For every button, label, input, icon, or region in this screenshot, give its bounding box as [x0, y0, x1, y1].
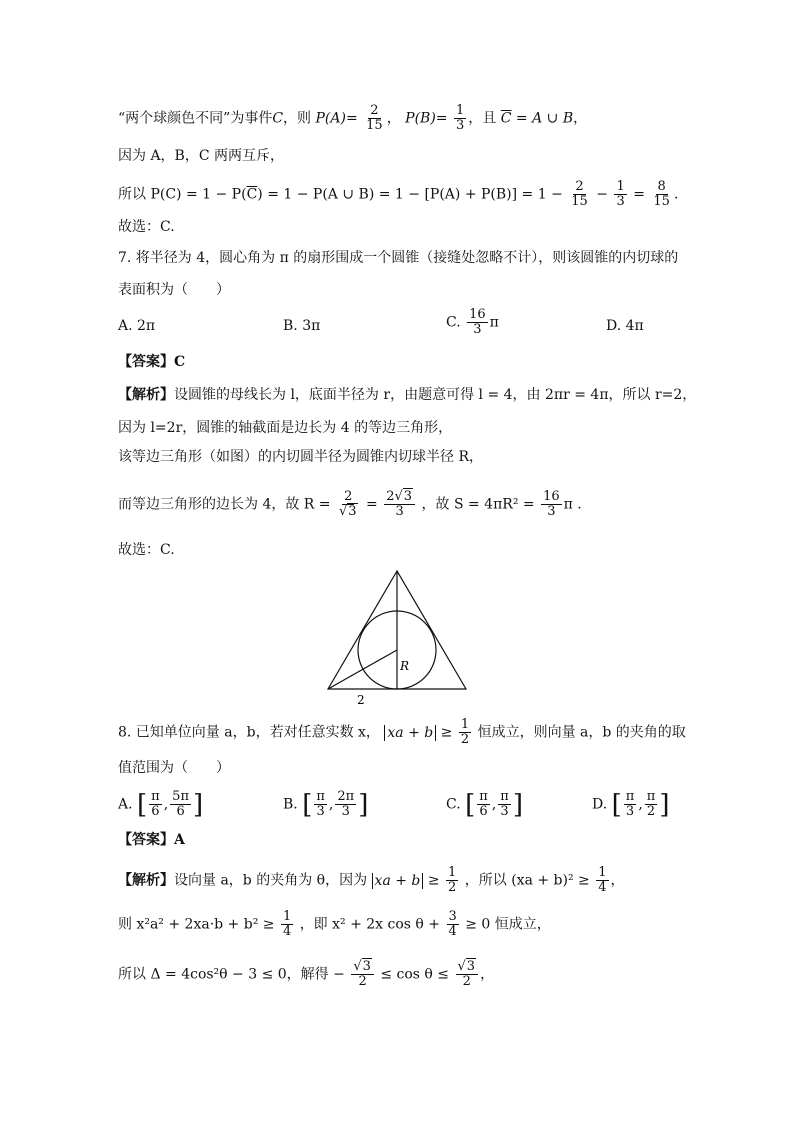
q8-explanation-2: 则 x²a² + 2xa·b + b² ≥ $\frac{1}{4}$ ，即 x² + 2x cos θ + $\frac{3}{4}$ ≥ 0 恒成立， — [118, 909, 551, 939]
q7-option-c: C. $\frac{16}{3}$ π — [446, 307, 499, 337]
radius-segment — [328, 650, 397, 689]
fraction: $\frac{8}{15}$ — [653, 179, 670, 209]
fraction: $\frac{16}{3}$ — [543, 489, 560, 519]
q7-answer: 【答案】C — [118, 354, 186, 370]
prev-line-3: 所以 $P(C) = 1 - P(\overline{C}) = 1 - P(A$ ∪ B) = 1 − [P(A) + P(B)] = 1 − $\frac{2}{15}$ − $\frac{1}{3}$ = $\frac{8}{15}$ . — [118, 179, 679, 209]
fraction: $\frac{1}{3}$ — [455, 103, 465, 133]
q7-explanation-1: 【解析】设圆锥的母线长为 l，底面半径为 r，由题意可得 l = 4，由 2πr = 4π，所以 r=2， — [118, 387, 697, 403]
fraction: $\frac{2}{15}$ — [571, 179, 588, 209]
fraction: $\frac{2}{√3}$ — [338, 489, 357, 519]
fraction: $\frac{2√3}{3}$ — [384, 490, 415, 519]
q8-explanation-3: 所以 Δ = 4cos²θ − 3 ≤ 0，解得 − $\frac{√3}{2}$ ≤ cos θ ≤ $\frac{√3}{2}$ ， — [118, 959, 495, 989]
triangle-incircle-figure — [320, 566, 476, 712]
fraction: $\frac{1}{4}$ — [282, 909, 292, 939]
q8-stem-1: 8. 已知单位向量 a，b，若对任意实数 x， xa + b ≥ $\frac{1}{2}$ 恒成立，则向量 a，b 的夹角的取 — [118, 717, 686, 747]
q7-explanation-2: 因为 l=2r，圆锥的轴截面是边长为 4 的等边三角形， — [118, 420, 453, 436]
fraction: $\frac{3}{4}$ — [448, 909, 457, 939]
prev-line-2: 因为 A，B，C 两两互斥， — [118, 148, 285, 164]
fraction: $\frac{1}{2}$ — [460, 717, 470, 747]
prev-answer: 故选：C. — [118, 219, 175, 235]
q8-explanation-1: 【解析】设向量 a，b 的夹角为 θ，因为 xa + b ≥ $\frac{1}{2}$ ，所以 (xa + b)² ≥ $\frac{1}{4}$ ， — [118, 865, 625, 895]
fraction: $\frac{1}{2}$ — [448, 865, 457, 895]
q8-option-a: A. [ $\frac{\pi}{6}$ , $\frac{5\pi}{6}$ ] — [118, 789, 204, 820]
prev-line-1: “两个球颜色不同”为事件C，则 P(A)= $\frac{2}{15}$ ， P(B)= $\frac{1}{3}$ ，且 $\overline{C} = A$ ∪ B， — [118, 103, 588, 133]
q7-option-d: D. 4π — [606, 318, 644, 334]
label-2: 2 — [357, 693, 365, 707]
fraction: $\frac{√3}{2}$ — [351, 960, 374, 989]
label-R: R — [400, 659, 410, 673]
fraction: $\frac{16}{3}$ — [469, 307, 486, 337]
fraction: $\frac{1}{4}$ — [598, 865, 607, 895]
fraction: $\frac{2}{15}$ — [366, 103, 383, 133]
fraction: $\frac{√3}{2}$ — [456, 960, 479, 989]
q7-stem-2: 表面积为（ ） — [118, 282, 230, 298]
q7-stem-1: 7. 将半径为 4，圆心角为 π 的扇形围成一个圆锥（接缝处忽略不计），则该圆锥的内切球的 — [118, 250, 679, 266]
q7-explanation-3: 该等边三角形（如图）的内切圆半径为圆锥内切球半径 R， — [118, 449, 483, 465]
q8-stem-2: 值范围为（ ） — [118, 760, 230, 776]
q7-option-b: B. 3π — [283, 318, 321, 334]
q7-answer-choice: 故选：C. — [118, 542, 175, 558]
q8-option-d: D. [ $\frac{\pi}{3}$ , $\frac{\pi}{2}$ ] — [592, 789, 670, 820]
q7-explanation-4: 而等边三角形的边长为 4，故 R = $\frac{2}{√3}$ = $\frac{2√3}{3}$ ，故 S = 4πR² = $\frac{16}{3}$ π . — [118, 489, 582, 519]
q8-option-c: C. [ $\frac{\pi}{6}$ , $\frac{\pi}{3}$ ] — [446, 789, 523, 820]
q8-option-b: B. [ $\frac{\pi}{3}$ , $\frac{2\pi}{3}$ ] — [283, 789, 369, 820]
q8-answer: 【答案】A — [118, 832, 185, 848]
q7-option-a: A. 2π — [118, 318, 156, 334]
fraction: $\frac{1}{3}$ — [616, 179, 625, 209]
